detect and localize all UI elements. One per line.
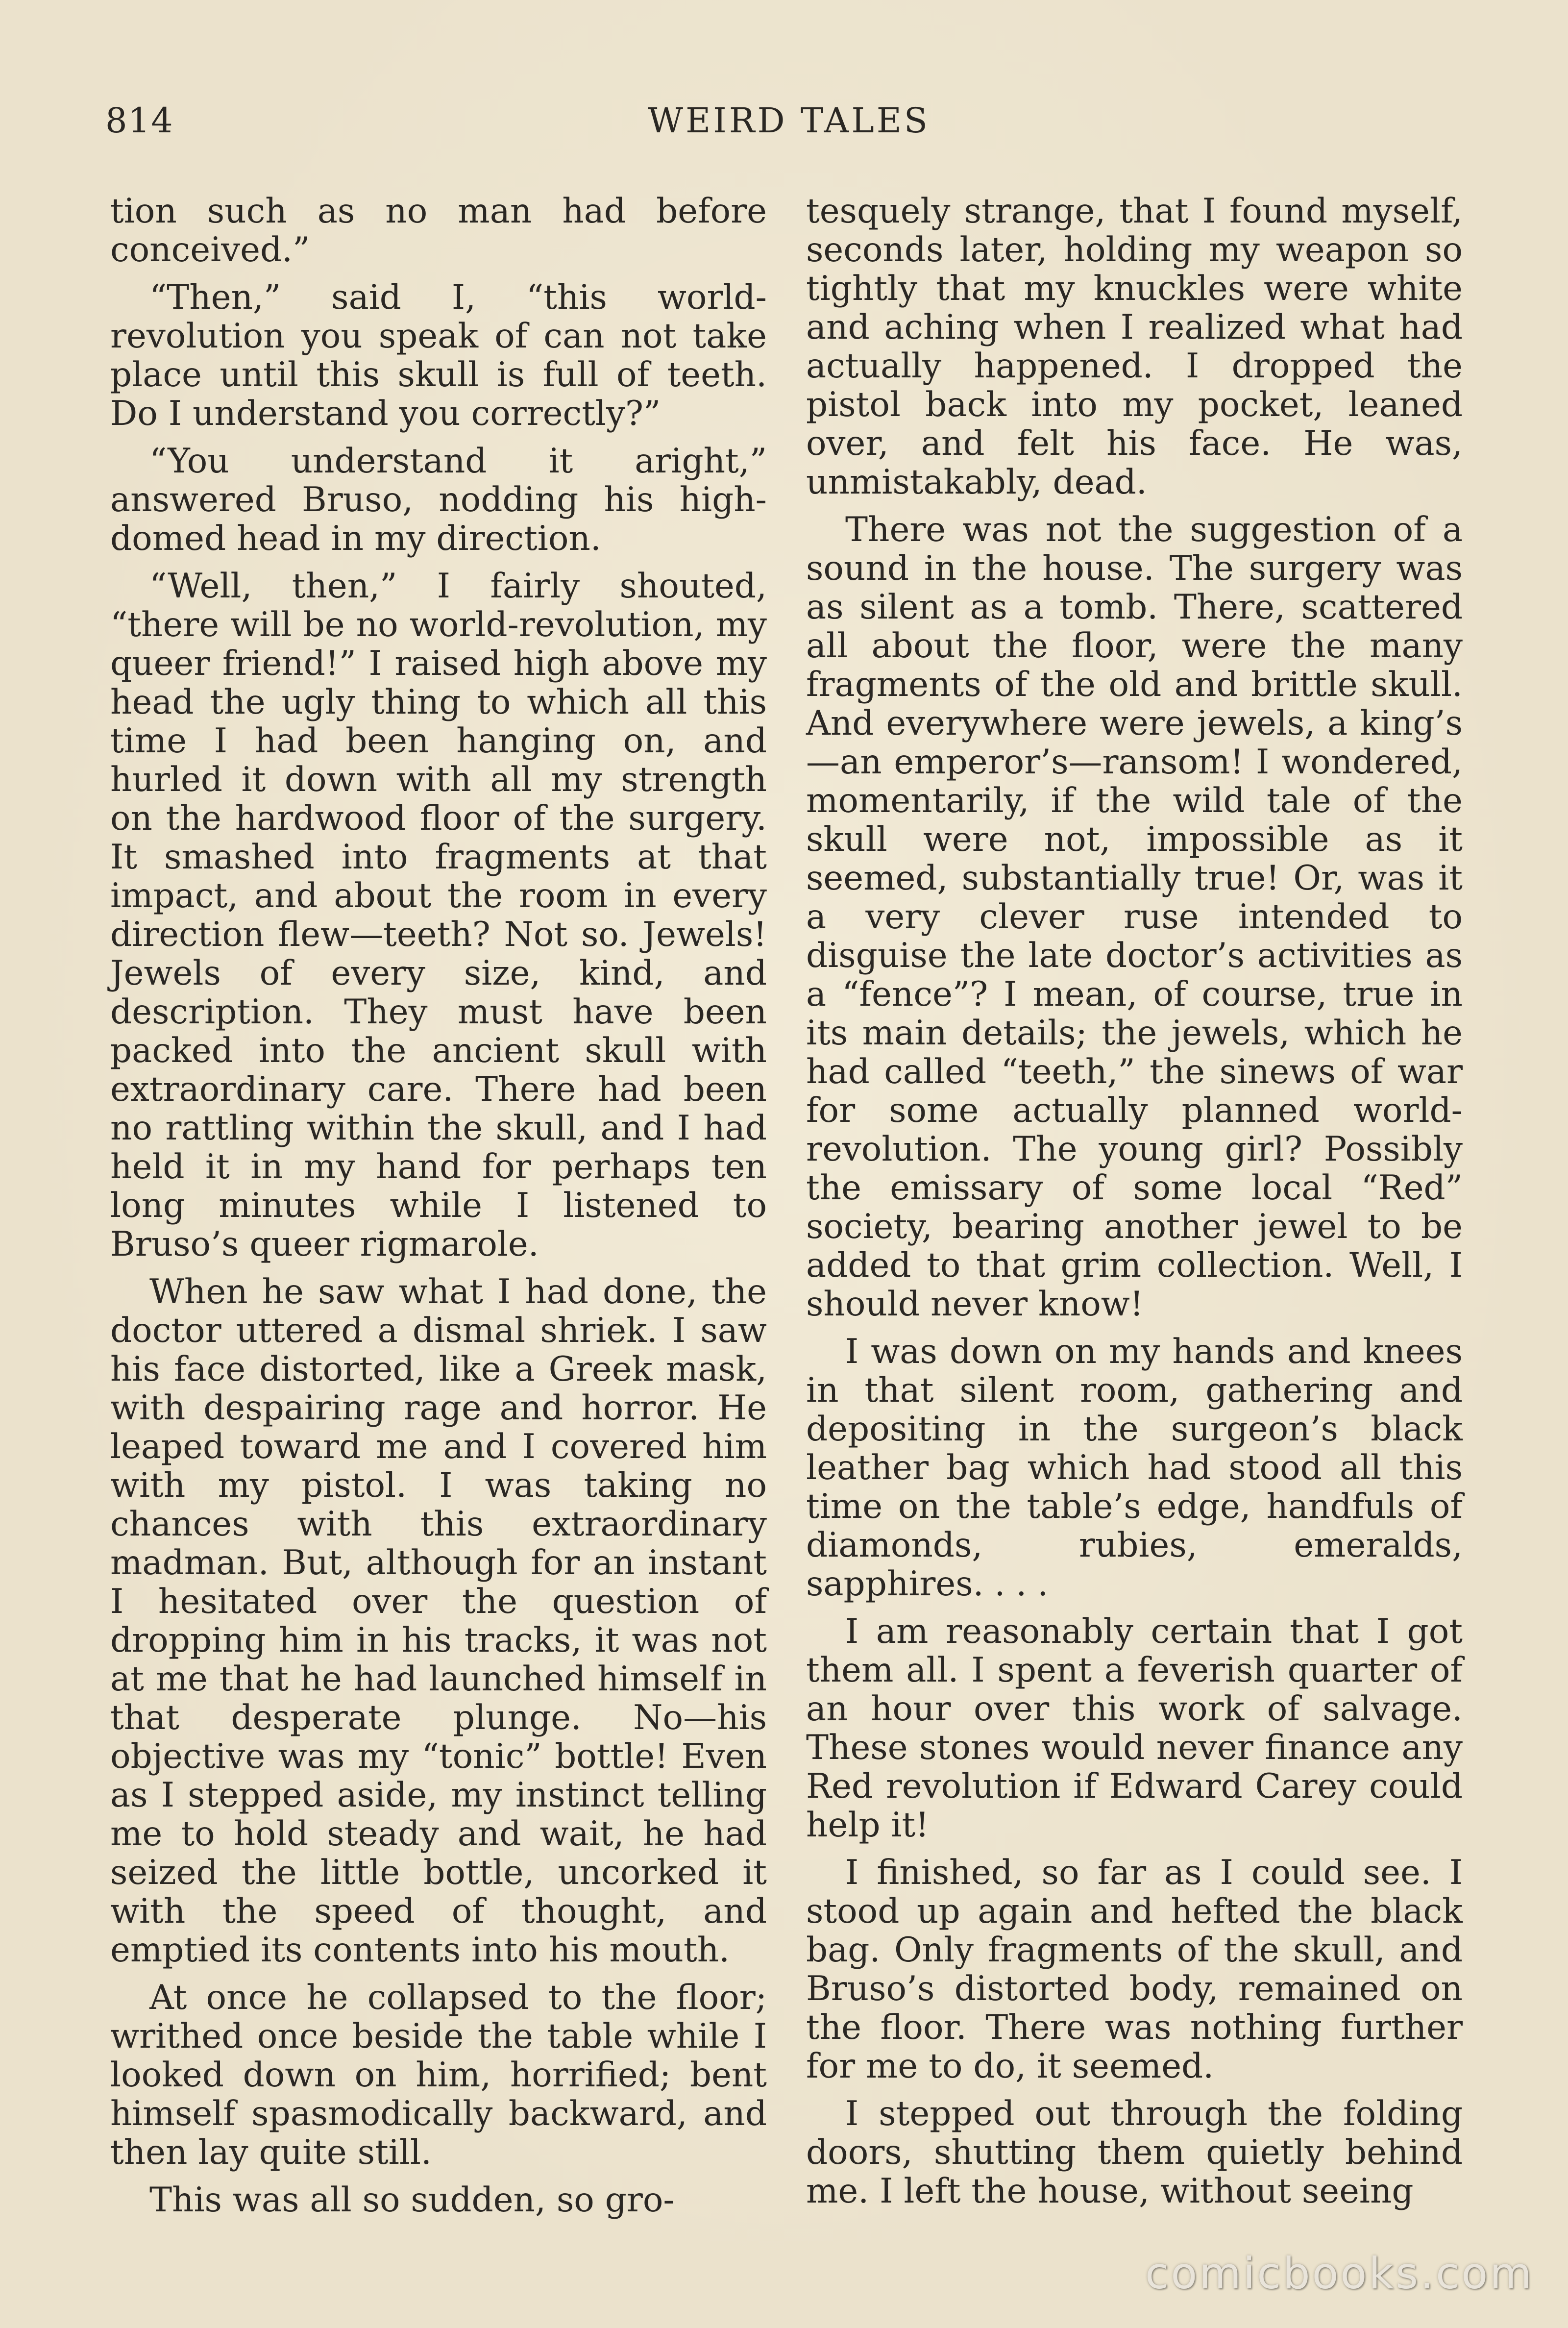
paragraph: I finished, so far as I could see. I stood up again and hefted the black bag. Only fragments of the skull, and Bruso’s distorted body, remained on the floor. There was nothing further for me to do, it seemed. <box>806 1853 1463 2086</box>
paragraph: This was all so sudden, so gro- <box>149 2180 675 2220</box>
paragraph: I am reasonably certain that I got them all. I spent a feverish quarter of an hour over this work of salvage. These stones would never finance any Red revolution if Edward Carey could help it! <box>806 1612 1463 1845</box>
page-number: 814 <box>105 100 174 141</box>
right-column <box>806 192 1463 2220</box>
paragraph: “Then,” said I, “this world-revolution you speak of can not take place until this skull is full of teeth. Do I understand you correctly?” <box>110 278 767 433</box>
left-column <box>110 192 767 2229</box>
paragraph: tesquely strange, that I found myself, seconds later, holding my weapon so tightly that my knuckles were white and aching when I realized what had actually happened. I dropped the pistol back into my pocket, leaned over, and felt his face. He was, unmistakably, dead. <box>806 192 1463 502</box>
paragraph: “Well, then,” I fairly shouted, “there will be no world-revolution, my queer friend!” I raised high above my head the ugly thing to which all this time I had been hanging on, and hurled it down with all my strength on the hardwood floor of the surgery. It smashed into fragments at that impact, and about the room in every direction flew—teeth? Not so. Jewels! Jewels of every size, kind, and description. They must have been packed into the ancient skull with extraordinary care. There had been no rattling within the skull, and I had held it in my hand for perhaps ten long minutes while I listened to Bruso’s queer rigmarole. <box>110 567 767 1264</box>
running-title: WEIRD TALES <box>648 100 930 141</box>
paragraph: “You understand it aright,” answered Bruso, nodding his high-domed head in my direction. <box>110 442 767 558</box>
paragraph: There was not the suggestion of a sound in the house. The surgery was as silent as a tomb. There, scattered all about the floor, were the many fragments of the old and brittle skull. And everywhere were jewels, a king’s—an emperor’s—ransom! I wondered, momentarily, if the wild tale of the skull were not, impossible as it seemed, substantially true! Or, was it a very clever ruse intended to disguise the late doctor’s activities as a “fence”? I mean, of course, true in its main details; the jewels, which he had called “teeth,” the sinews of war for some actually planned world-revolution. The young girl? Possibly the emissary of some local “Red” society, bearing another jewel to be added to that grim collection. Well, I should never know! <box>806 510 1463 1324</box>
paragraph: When he saw what I had done, the doctor uttered a dismal shriek. I saw his face distorted, like a Greek mask, with despairing rage and horror. He leaped toward me and I covered him with my pistol. I was taking no chances with this extraordinary madman. But, although for an instant I hesitated over the question of dropping him in his tracks, it was not at me that he had launched himself in that desperate plunge. No—his objective was my “tonic” bottle! Even as I stepped aside, my instinct telling me to hold steady and wait, he had seized the little bottle, uncorked it with the speed of thought, and emptied its contents into his mouth. <box>110 1272 767 1970</box>
paragraph: At once he collapsed to the floor; writhed once beside the table while I looked down on him, horrified; bent himself spasmodically backward, and then lay quite still. <box>110 1978 767 2172</box>
paragraph: I was down on my hands and knees in that silent room, gathering and depositing in the surgeon’s black leather bag which had stood all this time on the table’s edge, handfuls of diamonds, rubies, emeralds, sapphires. . . . <box>806 1332 1463 1604</box>
paragraph: tion such as no man had before conceived.” <box>110 192 767 270</box>
paragraph: I stepped out through the folding doors, shutting them quietly behind me. I left the house, without seeing <box>806 2094 1463 2211</box>
watermark: comicbooks.com <box>1145 2248 1534 2299</box>
page-header <box>105 100 1472 145</box>
